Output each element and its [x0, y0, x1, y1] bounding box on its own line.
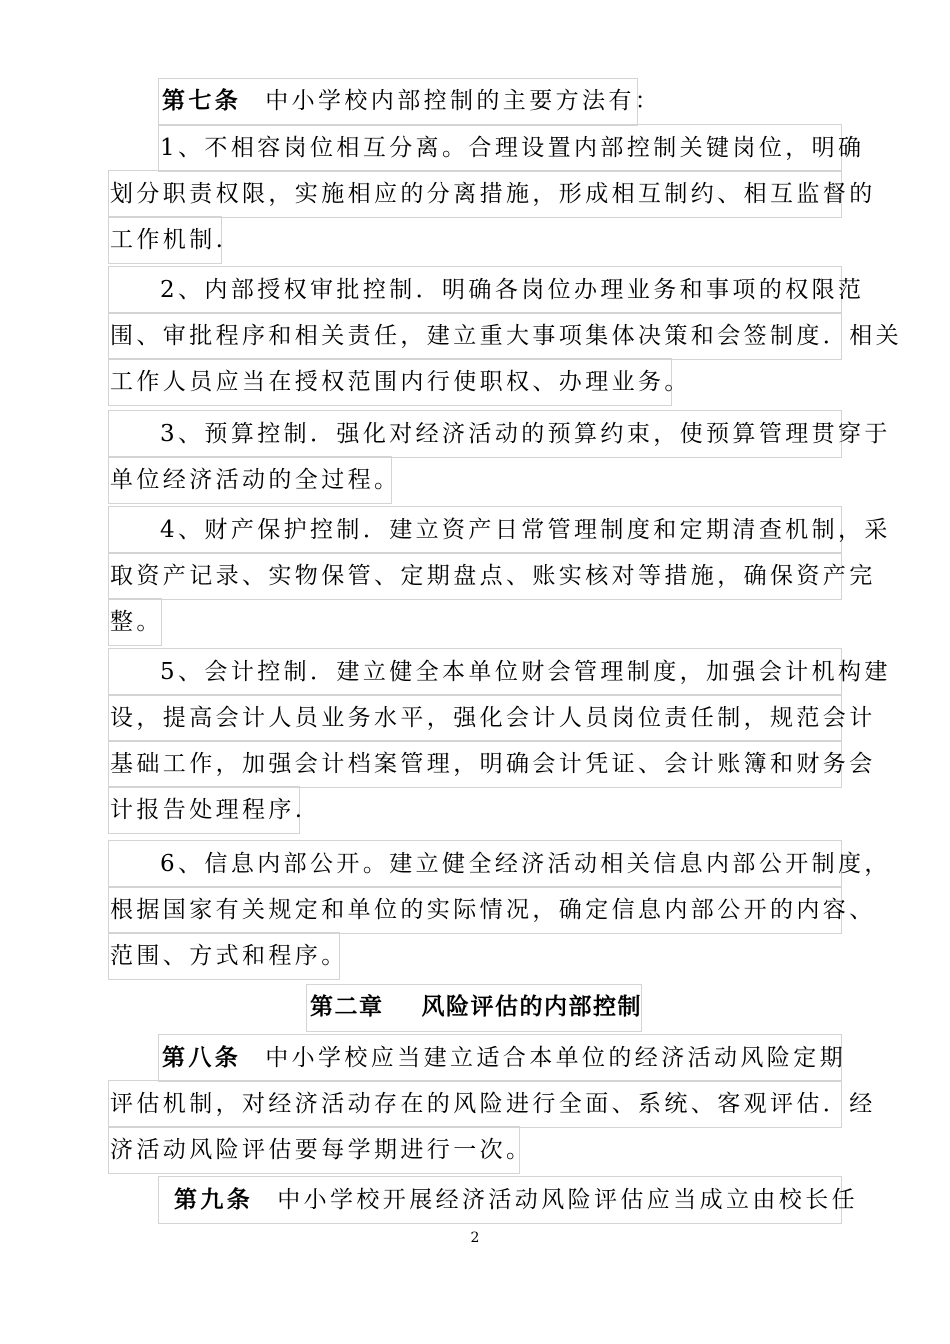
article-7-heading — [162, 77, 661, 125]
paragraph-line: 单位经济活动的全过程。 — [110, 467, 401, 493]
paragraph-line: 取资产记录、实物保管、定期盘点、账实核对等措施，确保资产完 — [110, 563, 876, 589]
paragraph-line: 整。 — [110, 609, 163, 635]
article-8-first-line — [162, 1034, 846, 1082]
paragraph-line: 3、预算控制．强化对经济活动的预算约束，使预算管理贯穿于 — [160, 421, 891, 447]
paragraph-line: 工作人员应当在授权范围内行使职权、办理业务。 — [110, 369, 691, 395]
paragraph-line: 范围、方式和程序。 — [110, 943, 348, 969]
paragraph-line: 4、财产保护控制．建立资产日常管理制度和定期清查机制，采 — [160, 517, 891, 543]
paragraph-line: 1、不相容岗位相互分离。合理设置内部控制关键岗位，明确 — [160, 135, 865, 161]
paragraph-line: 2、内部授权审批控制．明确各岗位办理业务和事项的权限范 — [160, 277, 865, 303]
paragraph-line: 根据国家有关规定和单位的实际情况，确定信息内部公开的内容、 — [110, 897, 876, 923]
paragraph-line: 中小学校开展经济活动风险评估应当成立由校长任 — [277, 1187, 859, 1213]
paragraph-line: 围、审批程序和相关责任，建立重大事项集体决策和会签制度．相关 — [110, 323, 902, 349]
paragraph-line: 中小学校应当建立适合本单位的经济活动风险定期 — [265, 1045, 847, 1071]
paragraph-line: 6、信息内部公开。建立健全经济活动相关信息内部公开制度， — [160, 851, 891, 877]
paragraph-line: 计报告处理程序. — [110, 797, 306, 823]
paragraph-line: 基础工作，加强会计档案管理，明确会计凭证、会计账簿和财务会 — [110, 751, 876, 777]
article-7-intro: 中小学校内部控制的主要方法有： — [265, 88, 662, 114]
article-8-title: 第八条 — [162, 1044, 242, 1071]
paragraph-line: 济活动风险评估要每学期进行一次。 — [110, 1137, 533, 1163]
page-number: 2 — [470, 1230, 480, 1246]
paragraph-line: 划分职责权限，实施相应的分离措施，形成相互制约、相互监督的 — [110, 181, 876, 207]
paragraph-line: 设，提高会计人员业务水平，强化会计人员岗位责任制，规范会计 — [110, 705, 876, 731]
paragraph-line: 评估机制，对经济活动存在的风险进行全面、系统、客观评估．经 — [110, 1091, 876, 1117]
chapter-heading: 第二章 风险评估的内部控制 — [310, 993, 643, 1020]
paragraph-line: 工作机制. — [110, 227, 227, 253]
article-9-title: 第九条 — [174, 1186, 254, 1213]
paragraph-line: 5、会计控制．建立健全本单位财会管理制度，加强会计机构建 — [160, 659, 891, 685]
article-9-first-line — [174, 1176, 858, 1224]
article-7-title: 第七条 — [162, 87, 242, 114]
